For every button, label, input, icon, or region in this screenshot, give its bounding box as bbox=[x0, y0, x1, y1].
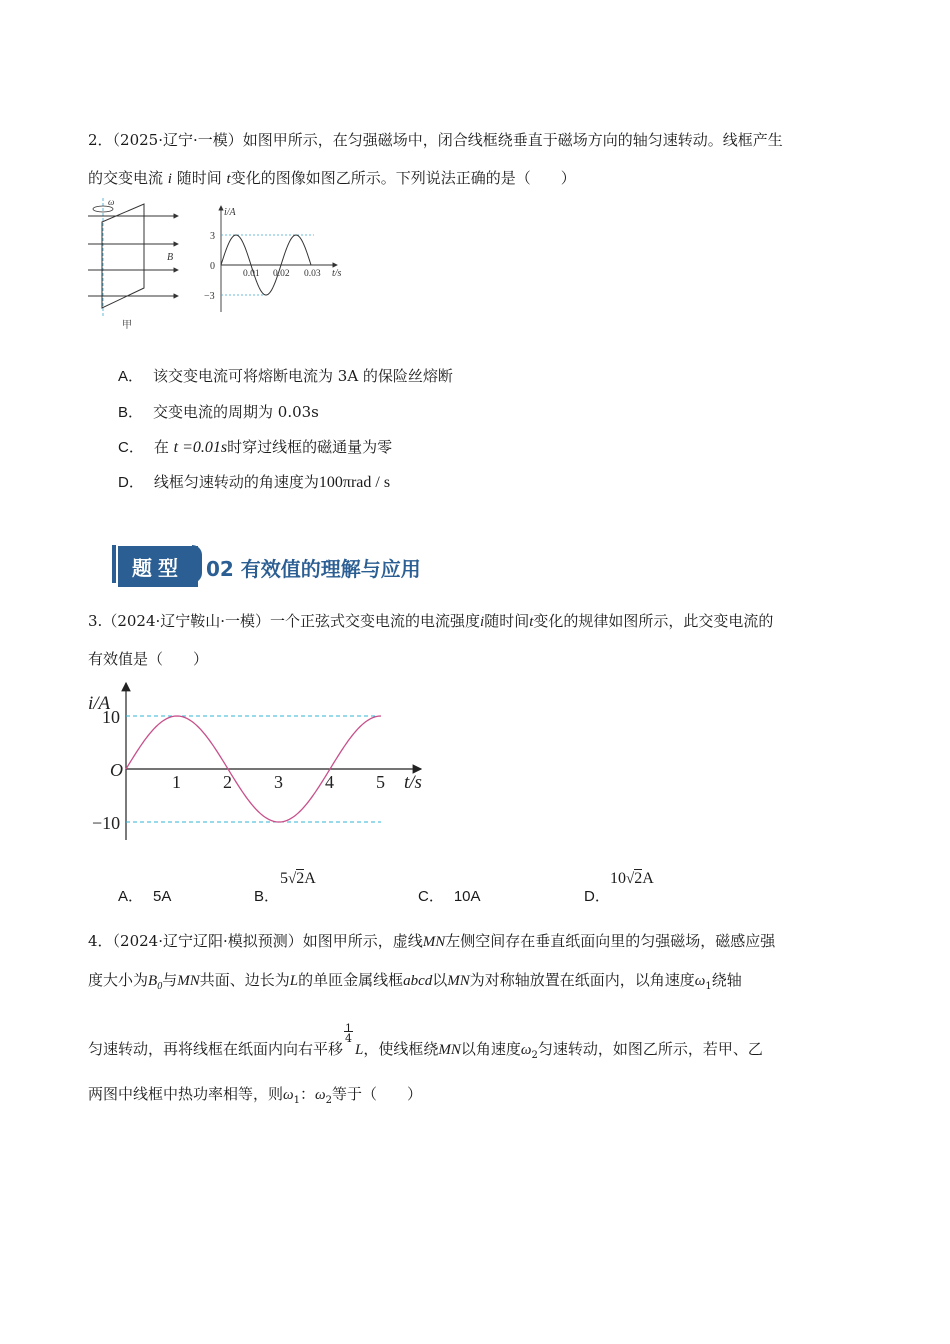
q3-option-d[interactable] bbox=[584, 870, 654, 906]
option-label: A． bbox=[118, 888, 144, 905]
q3-stem: 一个正弦式交变电流的电流强度 bbox=[270, 612, 481, 630]
x-tick-label: 0.03 bbox=[304, 269, 321, 279]
q2-option-a[interactable] bbox=[118, 365, 453, 386]
q4-var-omega1-sub: 1 bbox=[293, 1095, 300, 1106]
q4-text: ： bbox=[299, 1085, 315, 1103]
fraction-denominator: 4 bbox=[345, 1032, 353, 1045]
q2-var-i: i bbox=[167, 171, 172, 187]
q3-var-t: t bbox=[529, 614, 534, 630]
option-text: 10A bbox=[453, 888, 481, 905]
option-math: 100πrad / s bbox=[318, 474, 391, 491]
sqrt-radicand: 2 bbox=[296, 870, 305, 887]
figure-jia-caption: 甲 bbox=[122, 320, 132, 331]
q4-text: ，使线框绕 bbox=[363, 1040, 439, 1058]
banner-bar bbox=[112, 545, 116, 583]
y-tick-label: −3 bbox=[204, 291, 215, 302]
banner-cap bbox=[192, 545, 202, 583]
q3-number: 3. bbox=[88, 612, 103, 630]
origin-label: O bbox=[110, 760, 123, 780]
coil-frame bbox=[102, 204, 144, 308]
q4-var-b: B bbox=[148, 973, 158, 989]
q3-line-2 bbox=[88, 648, 208, 670]
option-label: B． bbox=[118, 404, 144, 421]
section-banner bbox=[112, 545, 442, 583]
q2-option-c[interactable] bbox=[118, 436, 392, 457]
q4-text: 绕轴 bbox=[711, 971, 742, 989]
x-tick-label: 3 bbox=[274, 772, 283, 792]
q4-var-l: L bbox=[289, 973, 299, 989]
omega-label: ω bbox=[108, 197, 115, 207]
q4-text: 共面、边长为 bbox=[199, 971, 290, 989]
q2-figure-jia bbox=[88, 196, 188, 336]
q3-chart bbox=[86, 675, 436, 850]
q3-source: （2024·辽宁鞍山·一模） bbox=[102, 612, 271, 630]
q4-text: 左侧空间存在垂直纸面向里的匀强磁场，磁感应强 bbox=[445, 932, 776, 950]
q4-text: 两图中线框中热功率相等，则 bbox=[88, 1085, 284, 1103]
option-label: C． bbox=[118, 439, 144, 456]
q2-option-d[interactable] bbox=[118, 471, 390, 492]
q4-var-omega2: ω bbox=[315, 1087, 326, 1103]
q2-figure-yi bbox=[202, 200, 352, 336]
q2-source: （2025·辽宁·一模） bbox=[112, 131, 243, 149]
y-tick-label: 3 bbox=[210, 231, 215, 242]
option-text: 时穿过线框的磁通量为零 bbox=[227, 438, 393, 456]
x-axis-label: t/s bbox=[404, 772, 422, 793]
q4-var-omega1: ω bbox=[283, 1087, 294, 1103]
option-label: C． bbox=[418, 888, 444, 905]
q4-text: 的单匝金属线框 bbox=[298, 971, 404, 989]
x-tick-label: 2 bbox=[223, 772, 232, 792]
q3-stem: 随时间 bbox=[484, 612, 530, 630]
q4-source: （2024·辽宁辽阳·模拟预测） bbox=[112, 932, 303, 950]
option-unit: A bbox=[304, 870, 316, 887]
q4-var-mn: MN bbox=[447, 973, 470, 989]
q4-text: 以 bbox=[432, 971, 448, 989]
q4-text: 如图甲所示，虚线 bbox=[302, 932, 423, 950]
q4-text: 匀速转动，再将线框在纸面内向右平移 bbox=[88, 1040, 344, 1058]
x-tick-label: 0.01 bbox=[243, 269, 260, 279]
q2-line-1 bbox=[88, 129, 783, 151]
x-tick-label: 5 bbox=[376, 772, 385, 792]
sqrt-coefficient: 10 bbox=[610, 870, 626, 887]
option-text: 该交变电流可将熔断电流为 3A 的保险丝熔断 bbox=[153, 367, 453, 385]
q3-line-1 bbox=[88, 610, 773, 633]
q4-var-omega2-sub: 2 bbox=[531, 1050, 538, 1061]
q2-option-b[interactable] bbox=[118, 401, 319, 422]
q4-var-mn: MN bbox=[422, 934, 446, 950]
sqrt-coefficient: 5 bbox=[280, 870, 288, 887]
q2-number: 2． bbox=[88, 131, 113, 149]
q2-stem-2b: 随时间 bbox=[176, 169, 222, 187]
option-text: 在 bbox=[153, 438, 169, 456]
q4-var-omega2-sub: 2 bbox=[325, 1095, 332, 1106]
option-math bbox=[280, 870, 316, 888]
q3-option-a[interactable] bbox=[118, 885, 171, 906]
option-label: D． bbox=[118, 474, 144, 491]
q4-line-1 bbox=[88, 930, 775, 953]
option-label: D． bbox=[584, 888, 610, 905]
option-label: A． bbox=[118, 368, 144, 385]
y-tick-label: −10 bbox=[92, 813, 121, 833]
q2-stem-2c: 变化的图像如图乙所示。下列说法正确的是（ ） bbox=[230, 169, 576, 187]
y-tick-label: 0 bbox=[210, 261, 215, 272]
q4-text: 以角速度 bbox=[460, 1040, 521, 1058]
option-text: 交变电流的周期为 0.03s bbox=[153, 403, 319, 421]
q4-var-abcd: abcd bbox=[403, 973, 433, 989]
y-axis-label: i/A bbox=[88, 693, 111, 714]
banner-label: 题型 bbox=[118, 546, 198, 587]
q3-stem: 变化的规律如图所示，此交变电流的 bbox=[533, 612, 774, 630]
x-tick-label: 0.02 bbox=[273, 269, 290, 279]
x-tick-label: 1 bbox=[172, 772, 181, 792]
q2-stem-1: 如图甲所示，在匀强磁场中，闭合线框绕垂直于磁场方向的轴匀速转动。线框产生 bbox=[242, 131, 783, 149]
q3-option-c[interactable] bbox=[418, 885, 481, 906]
x-axis-label: t/s bbox=[332, 268, 342, 279]
y-tick-label: 10 bbox=[102, 707, 120, 727]
option-label: B． bbox=[254, 888, 280, 905]
q2-var-t: t bbox=[226, 171, 231, 187]
q3-option-b[interactable] bbox=[254, 870, 316, 906]
sqrt-icon: √ bbox=[288, 871, 297, 887]
q4-line-4 bbox=[88, 1083, 422, 1112]
q4-var-l: L bbox=[355, 1042, 364, 1058]
q3-stem-2: 有效值是（ ） bbox=[88, 650, 209, 668]
q2-line-2 bbox=[88, 167, 576, 190]
q4-fraction bbox=[343, 1022, 355, 1054]
q3-var-i: i bbox=[480, 614, 485, 630]
banner-title: 02 有效值的理解与应用 bbox=[206, 557, 421, 581]
sqrt-radicand: 2 bbox=[634, 870, 643, 887]
q4-var-mn: MN bbox=[438, 1042, 461, 1058]
option-math: t =0.01s bbox=[173, 439, 228, 456]
field-b-label: B bbox=[167, 252, 174, 263]
q4-text: 等于（ ） bbox=[331, 1085, 422, 1103]
q4-line-3 bbox=[88, 1022, 763, 1067]
option-math bbox=[610, 870, 654, 888]
q2-stem-2a: 的交变电流 bbox=[88, 169, 164, 187]
q4-var-omega2: ω bbox=[520, 1042, 532, 1058]
q4-number: 4． bbox=[88, 932, 113, 950]
q4-text: 匀速转动，如图乙所示，若甲、乙 bbox=[537, 1040, 763, 1058]
y-axis-label: i/A bbox=[224, 207, 236, 218]
q4-var-omega1-sub: 1 bbox=[705, 981, 712, 992]
q4-text: 为对称轴放置在纸面内，以角速度 bbox=[469, 971, 695, 989]
q4-text: 与 bbox=[162, 971, 178, 989]
option-unit: A bbox=[642, 870, 654, 887]
option-text: 线框匀速转动的角速度为 bbox=[153, 473, 319, 491]
fraction-numerator: 1 bbox=[345, 1022, 353, 1035]
q4-line-2 bbox=[88, 969, 742, 998]
q4-var-mn: MN bbox=[177, 973, 200, 989]
sqrt-icon: √ bbox=[626, 871, 635, 887]
x-tick-label: 4 bbox=[325, 772, 334, 792]
q4-text: 度大小为 bbox=[88, 971, 149, 989]
q4-var-b-sub: 0 bbox=[157, 981, 163, 992]
q4-var-omega1: ω bbox=[694, 973, 706, 989]
option-text: 5A bbox=[153, 888, 172, 905]
